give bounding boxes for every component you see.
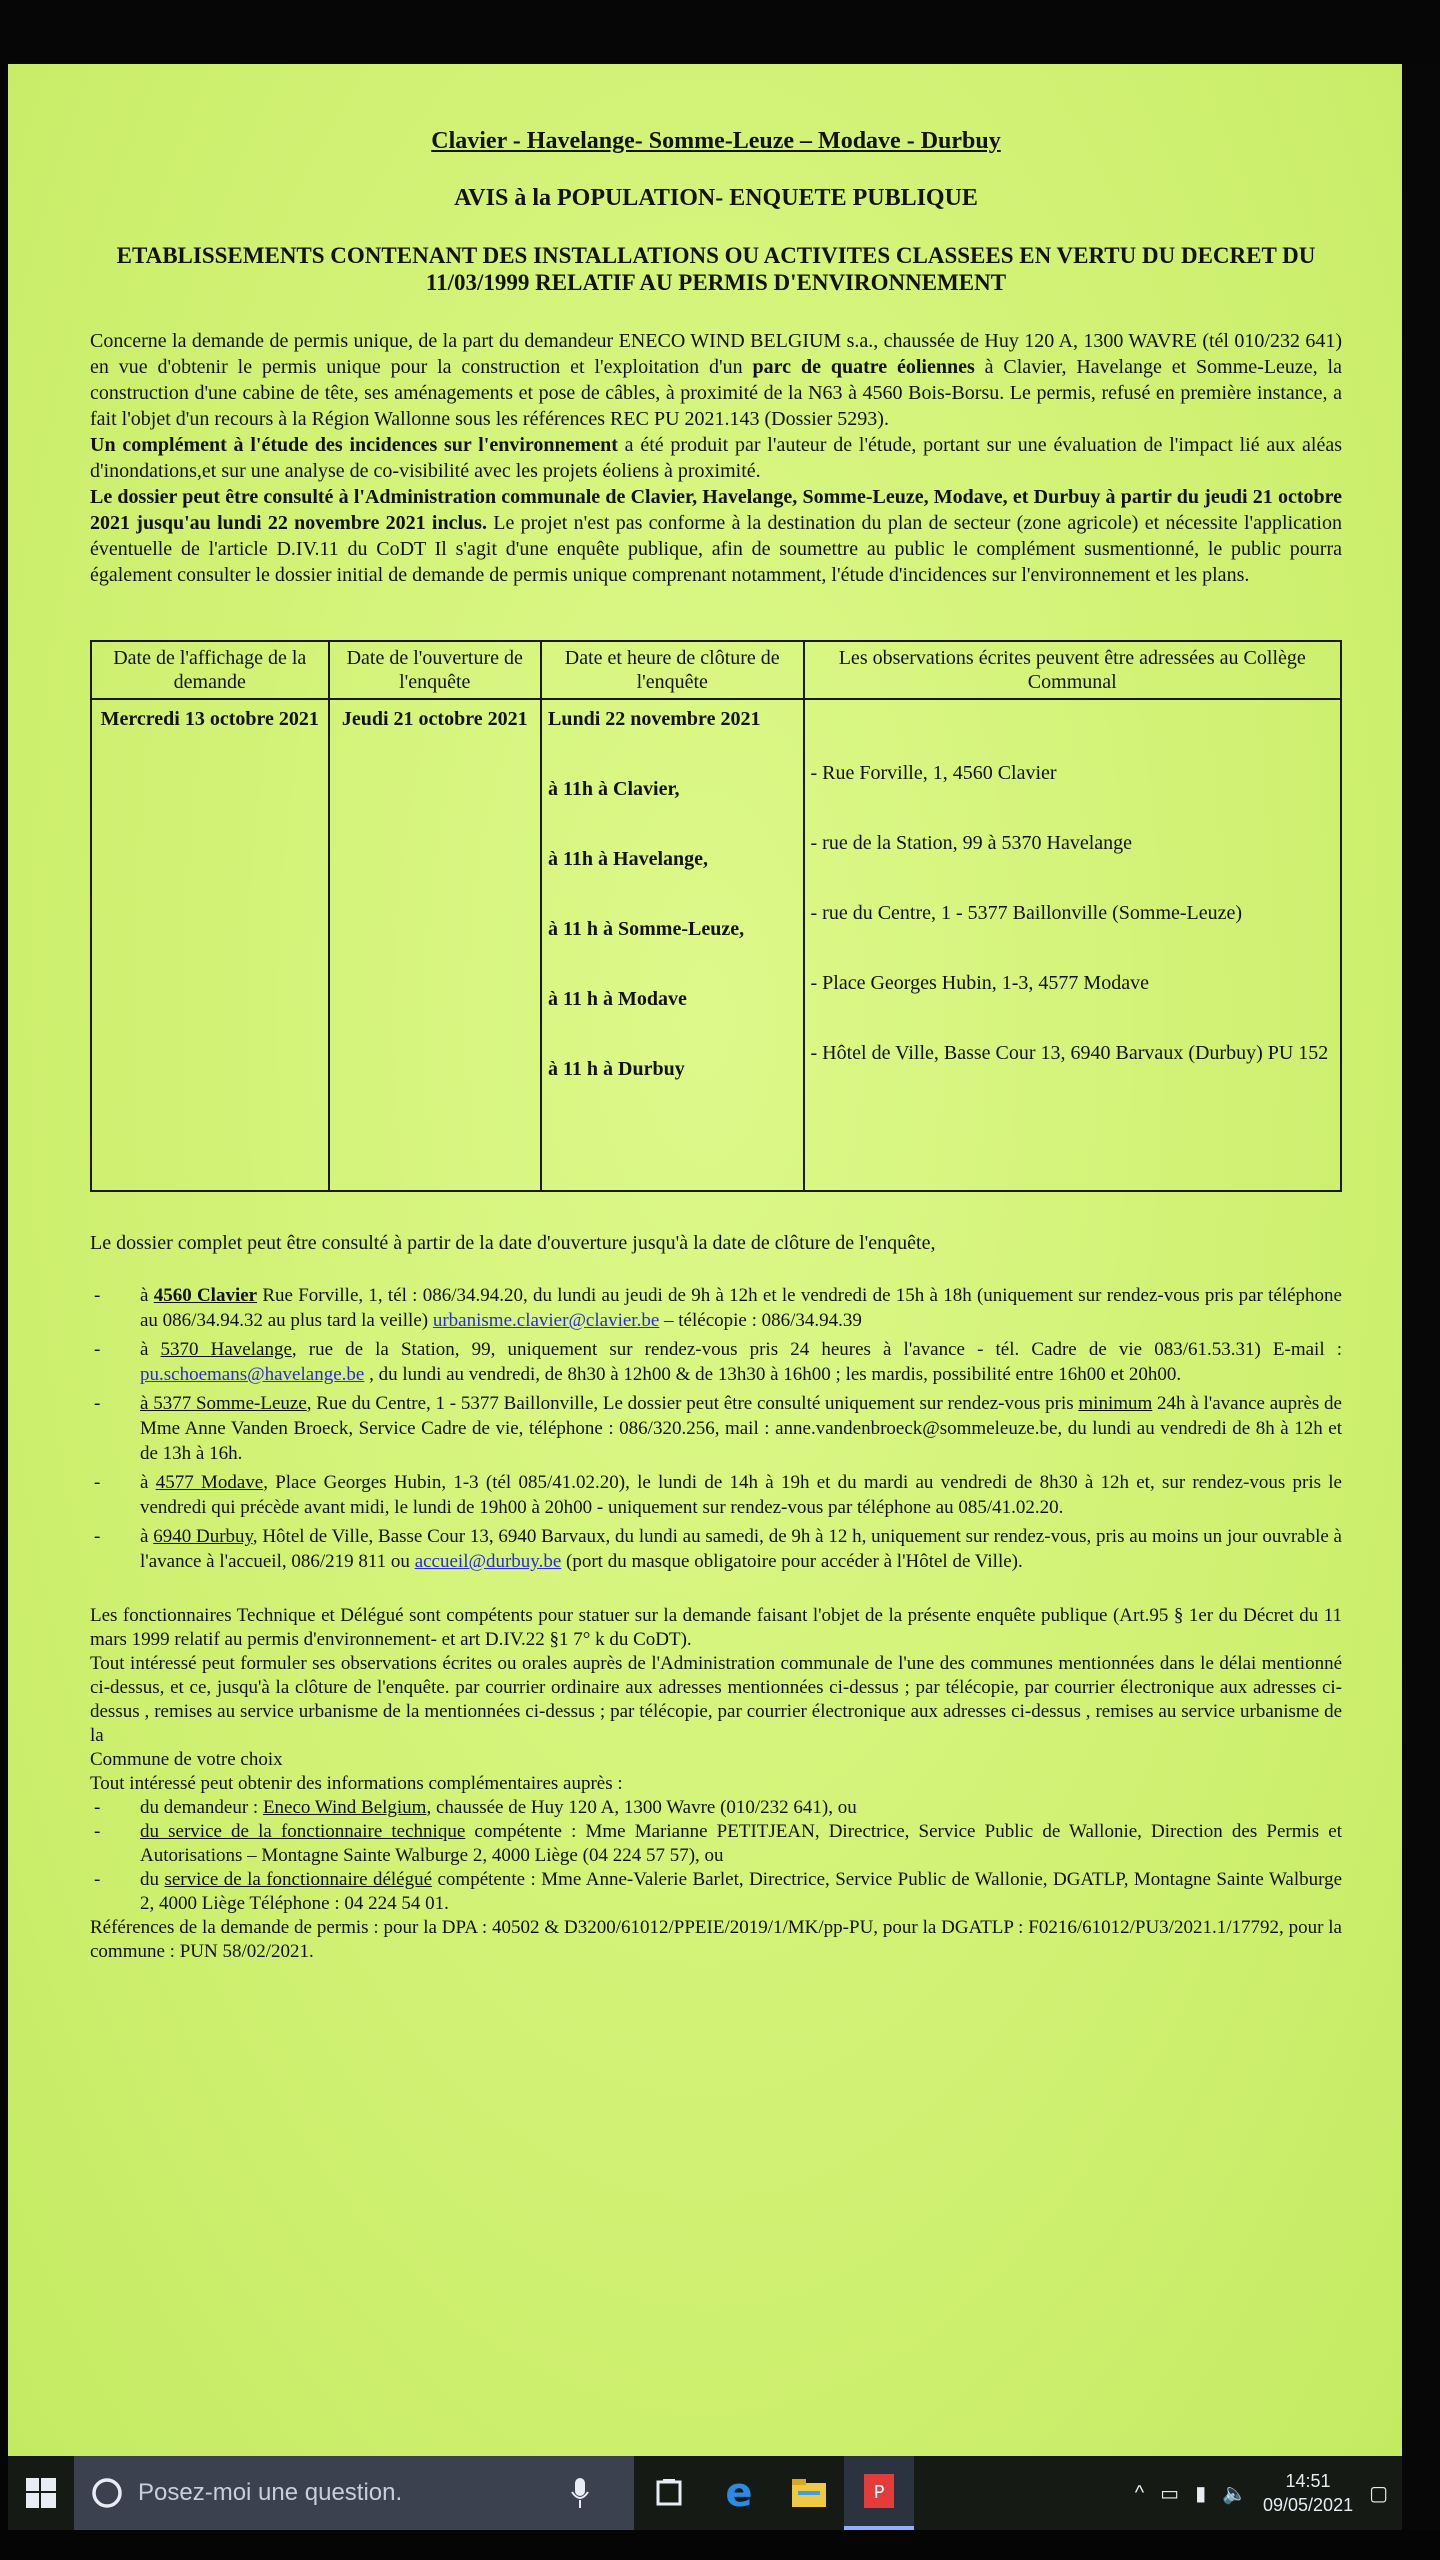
- battery-icon[interactable]: ▮: [1195, 2482, 1207, 2505]
- interesse-text: Tout intéressé peut formuler ses observations écrites ou orales auprès de l'Administration communale de l'une des communes mentionnées dans le délai mentionné ci-dessus, et ce, jusqu'à la clôture de l'enquête. par courrier ordinaire aux adresses mentionnées ci-dessus ; par télécopie, par courrier électronique aux adresses ci-dessus , remises au service urbanisme de la mentionnées ci-dessus ; par télécopie, par courrier électronique aux adresses ci-dessus , remises au service urbanisme de la: [90, 1653, 1342, 1746]
- modave-text: , Place Georges Hubin, 1-3 (tél 085/41.02.20), le lundi de 14h à 19h et du mardi au vendredi de 8h30 à 12h et, sur rendez-vous pris le vendredi qui précède avant midi, le lundi de 19h00 à 20h00 - uniquement sur rendez-vous par téléphone au 085/41.02.20.: [140, 1472, 1342, 1518]
- address-havelange: - rue de la Station, 99 à 5370 Havelange: [810, 832, 1133, 854]
- display-date: Mercredi 13 octobre 2021: [100, 708, 319, 730]
- cortana-icon: [90, 2476, 124, 2510]
- microphone-icon[interactable]: [570, 2476, 590, 2510]
- havelange-name: 5370 Havelange: [160, 1339, 292, 1360]
- list-item-durbuy: [90, 1524, 1342, 1574]
- volume-icon[interactable]: 🔈: [1222, 2482, 1247, 2505]
- edge-icon[interactable]: [704, 2456, 774, 2530]
- fonctionnaires-text: Les fonctionnaires Technique et Délégué sont compétents pour statuer sur la demande faisant l'objet de la présente enquête publique (Art.95 § 1er du Décret du 11 mars 1999 relatif au permis d'environnement- et art D.IV.22 §1 7° k du CoDT).: [90, 1605, 1342, 1650]
- table-row: [91, 699, 1341, 1191]
- header-affichage: Date de l'affichage de la demande: [91, 641, 329, 699]
- monitor-bezel-bottom: [0, 2530, 1440, 2560]
- paragraph-demande-start: Concerne la demande de permis unique, de la part du demandeur ENECO WIND BELGIUM s.a., chaussée de Huy 120 A, 1300 WAVRE (tél 010/232 641) en vue d'obtenir le permis unique pour la construction et l'exploitation d'un: [90, 330, 1342, 378]
- search-input[interactable]: [74, 2456, 634, 2530]
- search-placeholder: Posez-moi une question.: [138, 2479, 403, 2506]
- document-viewer[interactable]: [8, 64, 1402, 2456]
- address-clavier: - Rue Forville, 1, 4560 Clavier: [810, 762, 1057, 784]
- paragraph-demande-end: à Clavier, Havelange et Somme-Leuze, la construction d'une cabine de tête, ses aménagements et pose de câbles, à proximité de la N63 à 4560 Bois-Borsu. Le permis, refusé en première instance, a fait l'objet d'un recours à la Région Wallonne sous les références REC PU 2021.143 (Dossier 5293).: [90, 356, 1342, 430]
- delegue-details: compétente : Mme Anne-Valerie Barlet, Directrice, Service Public de Wallonie, DGATLP, Montagne Sainte Walburge 2, 4000 Liège Téléphone : 04 224 54 01.: [140, 1869, 1343, 1914]
- durbuy-name: 6940 Durbuy: [153, 1526, 253, 1547]
- file-explorer-icon[interactable]: [774, 2456, 844, 2530]
- demandeur-address: , chaussée de Huy 120 A, 1300 Wavre (010/232 641), ou: [426, 1797, 857, 1818]
- consultation-rest: Le projet n'est pas conforme à la destination du plan de secteur (zone agricole) et nécessite l'application éventuelle de l'article D.IV.11 du CoDT Il s'agit d'une enquête publique, afin de soumettre au public le complément susmentionné, le public pourra également consulter le dossier initial de demande de permis unique comprenant notamment, l'étude d'incidences sur l'environnement et les plans.: [90, 512, 1342, 586]
- havelange-text: , rue de la Station, 99, uniquement sur rendez-vous pris 24 heures à l'avance - tél. Cadre de vie 083/61.53.31) E-mail :: [291, 1339, 1343, 1360]
- header-ouverture: Date de l'ouverture de l'enquête: [329, 641, 542, 699]
- modave-prefix: à: [140, 1472, 156, 1493]
- somme-leuze-text: , Rue du Centre, 1 - 5377 Baillonville, Le dossier peut être consulté uniquement sur rendez-vous pris: [306, 1393, 1079, 1414]
- clavier-prefix: à: [140, 1285, 154, 1306]
- havelange-email-link[interactable]: pu.schoemans@havelange.be: [140, 1364, 365, 1385]
- technique-service: du service de la fonctionnaire technique: [140, 1821, 466, 1842]
- contact-demandeur: [90, 1796, 1342, 1820]
- etablissements-heading: ETABLISSEMENTS CONTENANT DES INSTALLATIONS OU ACTIVITES CLASSEES EN VERTU DU DECRET DU 11/03/1999 RELATIF AU PERMIS D'ENVIRONNEMENT: [116, 243, 1316, 295]
- monitor-bezel-right: [1402, 64, 1440, 2560]
- list-item-modave: [90, 1470, 1342, 1520]
- header-cloture: Date et heure de clôture de l'enquête: [541, 641, 804, 699]
- windows-start-icon[interactable]: [8, 2456, 74, 2530]
- address-somme-leuze: - rue du Centre, 1 - 5377 Baillonville (Somme-Leuze): [810, 902, 1243, 924]
- havelange-prefix: à: [140, 1339, 161, 1360]
- closing-hour-havelange: à 11h à Havelange,: [548, 848, 709, 870]
- windows-taskbar: [8, 2456, 1402, 2530]
- complementaires-text: Tout intéressé peut obtenir des informations complémentaires auprès :: [90, 1773, 623, 1794]
- enquete-table: [90, 640, 1342, 1192]
- list-item-havelange: [90, 1337, 1342, 1387]
- durbuy-email-link[interactable]: accueil@durbuy.be: [414, 1551, 562, 1572]
- closing-hour-somme-leuze: à 11 h à Somme-Leuze,: [548, 918, 745, 940]
- delegue-service: service de la fonctionnaire délégué: [164, 1869, 433, 1890]
- consultation-bold: Le dossier peut être consulté à l'Administration communale de Clavier, Havelange, Somme-Leuze, Modave, et Durbuy à partir du jeudi 21 octobre 2021 jusqu'au lundi 22 novembre 2021 inclus.: [90, 486, 1342, 534]
- header-observations: Les observations écrites peuvent être adressées au Collège Communal: [804, 641, 1342, 699]
- paragraph-demande: [90, 328, 1342, 432]
- monitor-bezel-top: [0, 0, 1440, 64]
- references-text: Références de la demande de permis : pour la DPA : 40502 & D3200/61012/PPEIE/2019/1/MK/pp-PU, pour la DGATLP : F0216/61012/PU3/2021.1/17792, pour la commune : PUN 58/02/2021.: [90, 1917, 1342, 1962]
- clock[interactable]: [1263, 2469, 1353, 2517]
- list-item-clavier: [90, 1283, 1342, 1333]
- durbuy-text: , Hôtel de Ville, Basse Cour 13, 6940 Barvaux, du lundi au samedi, de 9h à 12 h, uniquement sur rendez-vous, pris au moins un jour ouvrable à l'avance à l'accueil, 086/219 811 ou: [140, 1526, 1342, 1572]
- durbuy-after: (port du masque obligatoire pour accéder à l'Hôtel de Ville).: [561, 1551, 1023, 1572]
- edge-glyph: e: [725, 2470, 753, 2516]
- network-icon[interactable]: ▭: [1160, 2482, 1180, 2505]
- technique-details: compétente : Mme Marianne PETITJEAN, Directrice, Service Public de Wallonie, Direction des Permis et Autorisations – Montagne Sainte Walburge 2, 4000 Liège (04 224 57 57), ou: [140, 1821, 1342, 1866]
- clavier-after: – télécopie : 086/34.94.39: [659, 1310, 862, 1331]
- address-durbuy: - Hôtel de Ville, Basse Cour 13, 6940 Barvaux (Durbuy) PU 152: [810, 1042, 1329, 1064]
- closing-date: Lundi 22 novembre 2021: [548, 708, 761, 730]
- contact-delegue: [90, 1868, 1342, 1916]
- opening-date-cell: [329, 699, 542, 1191]
- complement-rest: a été produit par l'auteur de l'étude, portant sur une évaluation de l'impact lié aux aléas d'inondations,et sur une analyse de co-visibilité avec les projets éoliens à proximité.: [90, 434, 1342, 482]
- closing-hour-clavier: à 11h à Clavier,: [548, 778, 680, 800]
- paragraph-consultation: [90, 484, 1342, 588]
- table-header-row: [91, 641, 1341, 699]
- final-section: [90, 1604, 1342, 1964]
- closing-hour-durbuy: à 11 h à Durbuy: [548, 1058, 685, 1080]
- contacts-list: [90, 1796, 1342, 1916]
- acrobat-icon[interactable]: [844, 2456, 914, 2530]
- durbuy-prefix: à: [140, 1526, 154, 1547]
- closing-cell: [541, 699, 804, 1191]
- contact-technique: [90, 1820, 1342, 1868]
- parc-eoliennes-text: parc de quatre éoliennes: [752, 356, 975, 378]
- opening-date: Jeudi 21 octobre 2021: [341, 708, 528, 730]
- paragraph-complement: [90, 432, 1342, 484]
- system-tray: [1135, 2469, 1402, 2517]
- display-date-cell: [91, 699, 329, 1191]
- somme-leuze-name: à 5377 Somme-Leuze: [140, 1393, 307, 1414]
- full-dossier-text: Le dossier complet peut être consulté à partir de la date d'ouverture jusqu'à la date de clôture de l'enquête,: [90, 1232, 936, 1254]
- avis-heading: AVIS à la POPULATION- ENQUETE PUBLIQUE: [454, 185, 978, 211]
- notifications-icon[interactable]: ▢: [1369, 2482, 1388, 2505]
- addresses-cell: [804, 699, 1342, 1191]
- clock-date: 09/05/2021: [1263, 2495, 1354, 2515]
- clavier-text: Rue Forville, 1, tél : 086/34.94.20, du lundi au jeudi de 9h à 12h et le vendredi de 15h à 18h (uniquement sur rendez-vous pris par téléphone au 086/34.94.32 au plus tard la veille): [140, 1285, 1342, 1331]
- clavier-email-link[interactable]: urbanisme.clavier@clavier.be: [432, 1310, 660, 1331]
- svg-text:P: P: [873, 2482, 885, 2503]
- demandeur-name: Eneco Wind Belgium: [262, 1797, 427, 1818]
- demandeur-prefix: du demandeur :: [140, 1797, 263, 1818]
- clock-time: 14:51: [1285, 2471, 1331, 2491]
- clavier-name: 4560 Clavier: [153, 1285, 258, 1306]
- town-list: [90, 1283, 1342, 1574]
- task-view-icon[interactable]: [634, 2456, 704, 2530]
- somme-leuze-minimum: minimum: [1078, 1393, 1153, 1414]
- complement-bold: Un complément à l'étude des incidences sur l'environnement: [90, 434, 618, 456]
- havelange-after: , du lundi au vendredi, de 8h30 à 12h00 & de 13h30 à 16h00 ; les mardis, possibilité entre 16h00 et 20h00.: [364, 1364, 1182, 1385]
- address-modave: - Place Georges Hubin, 1-3, 4577 Modave: [810, 972, 1149, 994]
- commune-choix-text: Commune de votre choix: [90, 1749, 283, 1770]
- somme-leuze-after: 24h à l'avance auprès de Mme Anne Vanden Broeck, Service Cadre de vie, téléphone : 086/320.256, mail : anne.vandenbroeck@sommeleuze.be, du lundi au vendredi de 8h à 12h et de 13h à 16h.: [140, 1393, 1342, 1464]
- delegue-prefix: du: [140, 1869, 165, 1890]
- chevron-up-icon[interactable]: ^: [1134, 2481, 1145, 2504]
- closing-hour-modave: à 11 h à Modave: [548, 988, 687, 1010]
- modave-name: 4577 Modave: [155, 1472, 264, 1493]
- towns-heading: Clavier - Havelange- Somme-Leuze – Modave - Durbuy: [431, 128, 1001, 154]
- list-item-somme-leuze: [90, 1391, 1342, 1466]
